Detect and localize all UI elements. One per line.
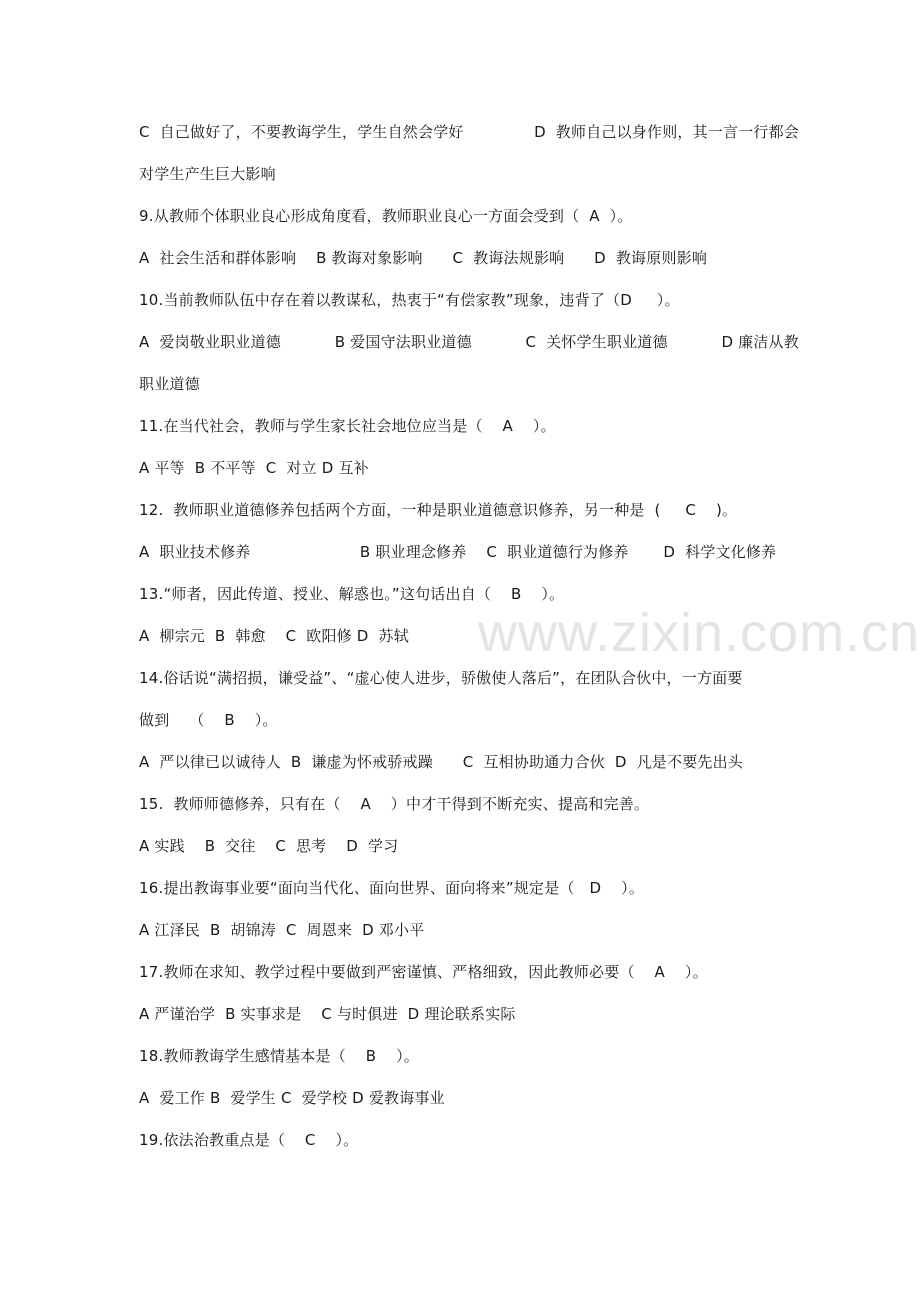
text-segment: 对学生产生巨大影响: [139, 165, 276, 183]
text-segment: C 自己做好了，不要教诲学生，学生自然会学好: [139, 123, 464, 141]
text-line: [139, 206, 799, 226]
text-line: [139, 1130, 799, 1150]
text-segment: A 柳宗元 B 韩愈 C 欧阳修 D 苏轼: [139, 627, 409, 645]
text-segment: 14.俗话说“满招损，谦受益”、“虚心使人进步，骄傲使人落后”，在团队合伙中，一方面要: [139, 669, 743, 687]
text-segment: 15. 教师师德修养，只有在（ A ）中才干得到不断充实、提高和完善。: [139, 795, 650, 813]
text-segment: 9.从教师个体职业良心形成角度看，教师职业良心一方面会受到（ A ）。: [139, 207, 633, 225]
text-segment: B 爱国守法职业道德: [334, 333, 472, 351]
text-segment: 12. 教师职业道德修养包括两个方面，一种是职业道德意识修养，另一种是 ( C )。: [139, 501, 738, 519]
text-segment: 10.当前教师队伍中存在着以教谋私，热衷于“有偿家教”现象，违背了（D ）。: [139, 291, 680, 309]
text-segment: A 职业技术修养 B 职业理念修养 C 职业道德行为修养 D 科学文化修养: [139, 543, 777, 561]
text-segment: A 江泽民 B 胡锦涛 C 周恩来 D 邓小平: [139, 921, 425, 939]
text-segment: D 教师自己以身作则，其一言一行都会: [534, 123, 799, 141]
text-line: [139, 164, 799, 184]
text-line: [139, 1046, 799, 1066]
text-line: [139, 836, 799, 856]
text-segment: A 爱工作 B 爱学生 C 爱学校 D 爱教诲事业: [139, 1089, 445, 1107]
text-line: [139, 248, 799, 268]
text-segment: 17.教师在求知、教学过程中要做到严密谨慎、严格细致，因此教师必要（ A ）。: [139, 963, 708, 981]
text-line: [139, 752, 799, 772]
text-line: [139, 542, 799, 562]
text-segment: A 爱岗敬业职业道德: [139, 333, 281, 351]
text-segment: A 严谨治学 B 实事求是 C 与时俱进 D 理论联系实际: [139, 1005, 516, 1023]
text-line: [139, 584, 799, 604]
text-line: [139, 1004, 799, 1024]
text-segment: 11.在当代社会，教师与学生家长社会地位应当是（ A ）。: [139, 417, 556, 435]
text-segment: 做到 （ B ）。: [139, 711, 278, 729]
text-line: [139, 794, 799, 814]
text-segment: A 严以律已以诚待人 B 谦虚为怀戒骄戒躁 C 互相协助通力合伙 D 凡是不要先出头: [139, 753, 744, 771]
text-line: [139, 332, 799, 352]
text-segment: C 关怀学生职业道德: [525, 333, 668, 351]
text-segment: 16.提出教诲事业要“面向当代化、面向世界、面向将来”规定是（ D ）。: [139, 879, 645, 897]
text-line: [139, 878, 799, 898]
text-line: [139, 962, 799, 982]
text-line: [139, 626, 799, 646]
text-line: [139, 500, 799, 520]
text-segment: A 实践 B 交往 C 思考 D 学习: [139, 837, 399, 855]
text-line: [139, 374, 799, 394]
text-line: [139, 458, 799, 478]
text-segment: 职业道德: [139, 375, 200, 393]
text-line: [139, 710, 799, 730]
text-line: [139, 1088, 799, 1108]
text-line: [139, 416, 799, 436]
text-line: [139, 920, 799, 940]
text-segment: 19.依法治教重点是（ C ）。: [139, 1131, 359, 1149]
text-line: [139, 122, 799, 142]
text-segment: A 平等 B 不平等 C 对立 D 互补: [139, 459, 369, 477]
text-line: [139, 668, 799, 688]
text-segment: A 社会生活和群体影响 B 教诲对象影响 C 教诲法规影响 D 教诲原则影响: [139, 249, 708, 267]
text-segment: 13.“师者，因此传道、授业、解惑也。”这句话出自（ B ）。: [139, 585, 565, 603]
text-segment: D 廉洁从教: [721, 333, 799, 351]
text-line: [139, 290, 799, 310]
text-segment: 18.教师教诲学生感情基本是（ B ）。: [139, 1047, 419, 1065]
watermark: www.zixin.com.cn: [478, 603, 920, 663]
